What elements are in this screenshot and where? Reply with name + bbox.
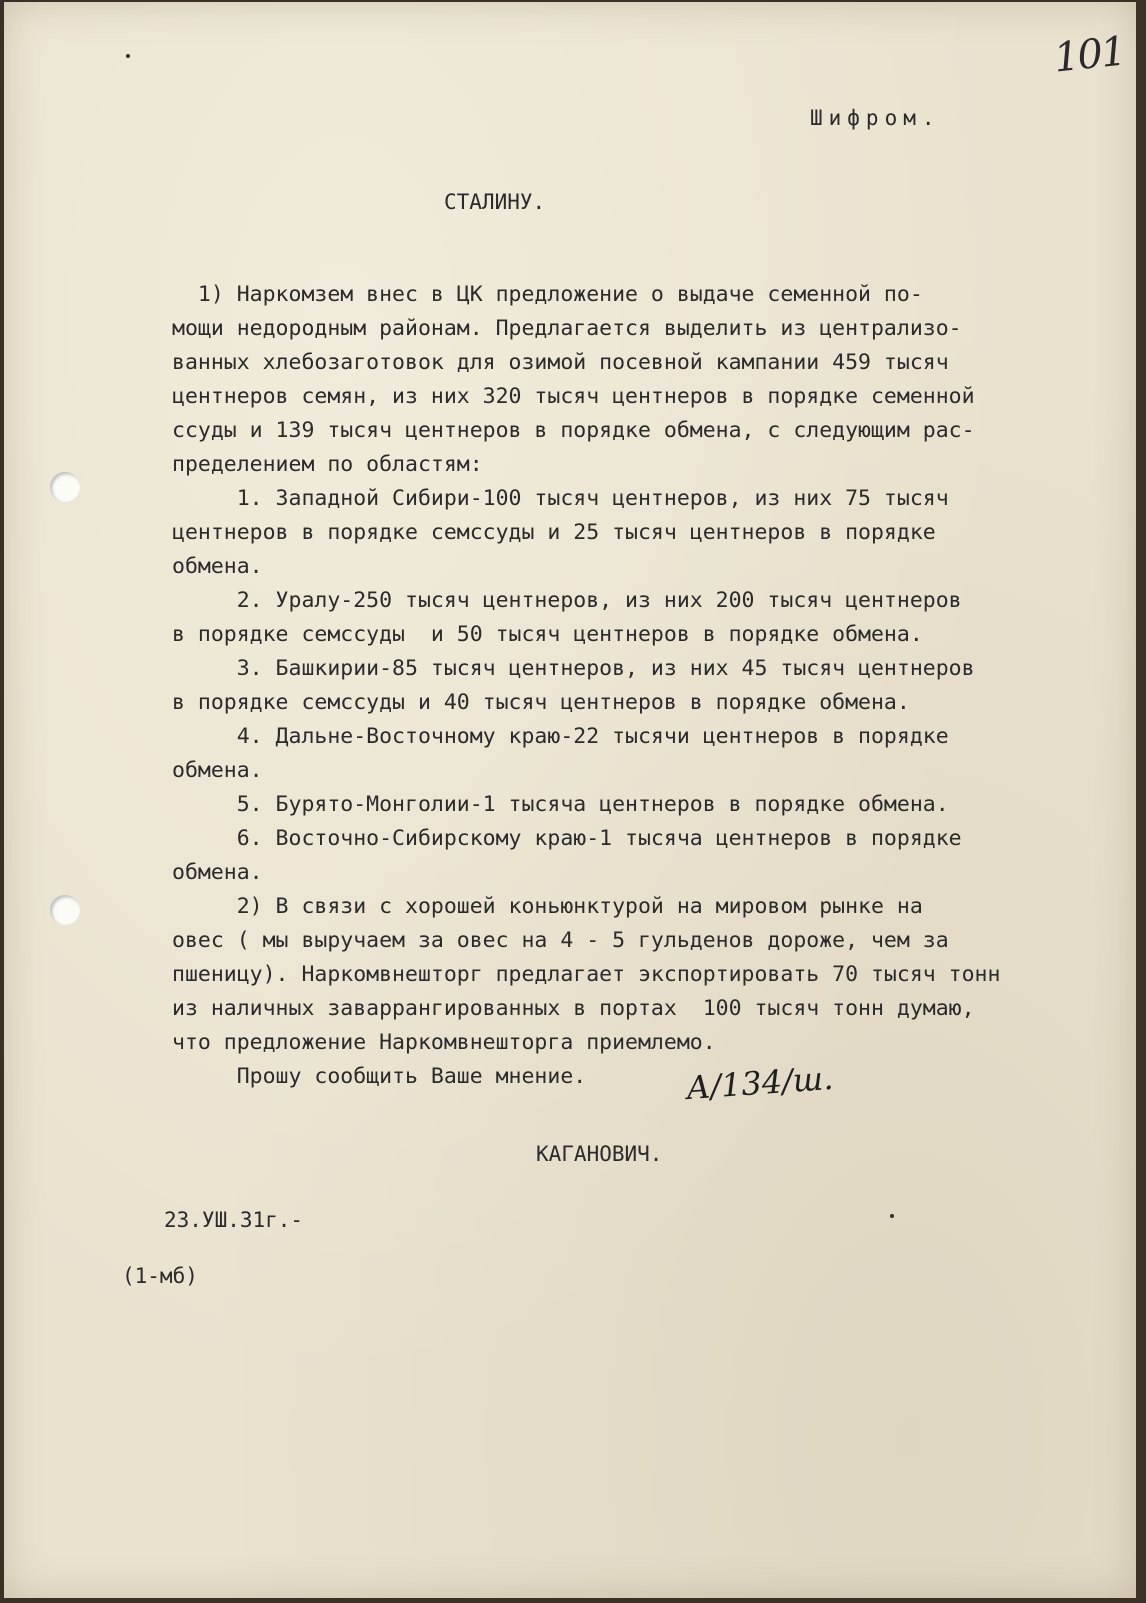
body-line: в порядке семссуды и 50 тысяч центнеров в порядке обмена. [172, 622, 923, 647]
reference-code: (1-мб) [122, 1264, 198, 1288]
body-line: центнеров семян, из них 320 тысяч центнеров в порядке семенной [172, 384, 975, 409]
body-line: пределением по областям: [172, 452, 483, 477]
body-line: что предложение Наркомвнешторга приемлемо. [172, 1030, 716, 1055]
body-line: 3. Башкирии-85 тысяч центнеров, из них 45 тысяч центнеров [172, 656, 975, 681]
body-line: овес ( мы выручаем за овес на 4 - 5 гульденов дороже, чем за [172, 928, 949, 953]
document-page [4, 2, 1136, 1598]
body-line: 5. Бурято-Монголии-1 тысяча центнеров в порядке обмена. [172, 792, 949, 817]
body-line: обмена. [172, 860, 263, 885]
punch-hole-bottom [50, 895, 80, 925]
body-line: 2) В связи с хорошей коньюнктурой на мировом рынке на [172, 894, 923, 919]
body-line: пшеницу). Наркомвнешторг предлагает экспортировать 70 тысяч тонн [172, 962, 1001, 987]
body-line: из наличных заваррангированных в портах 100 тысяч тонн думаю, [172, 996, 975, 1021]
body-line: 1) Наркомзем внес в ЦК предложение о выдаче семенной по- [172, 282, 923, 307]
body-line: обмена. [172, 758, 263, 783]
body-line: в порядке семссуды и 40 тысяч центнеров в порядке обмена. [172, 690, 910, 715]
body-line: центнеров в порядке семссуды и 25 тысяч центнеров в порядке [172, 520, 936, 545]
cipher-note: Шифром. [810, 106, 941, 130]
paper-speck [126, 54, 130, 58]
folio-number: 101 [1051, 28, 1127, 82]
paper-speck [890, 1214, 894, 1218]
body-line: Прошу сообщить Ваше мнение. [172, 1064, 587, 1089]
addressee: СТАЛИНУ. [444, 190, 546, 214]
handwritten-registration-mark: А/134/ш. [684, 1058, 835, 1108]
signature: КАГАНОВИЧ. [536, 1142, 663, 1166]
body-line: 2. Уралу-250 тысяч центнеров, из них 200 тысяч центнеров [172, 588, 962, 613]
document-date: 23.УШ.31г.- [164, 1208, 304, 1232]
body-line: ванных хлебозаготовок для озимой посевной кампании 459 тысяч [172, 350, 949, 375]
body-line: 4. Дальне-Восточному краю-22 тысячи центнеров в порядке [172, 724, 949, 749]
body-line: обмена. [172, 554, 263, 579]
body-line: 1. Западной Сибири-100 тысяч центнеров, из них 75 тысяч [172, 486, 949, 511]
body-line: мощи недородным районам. Предлагается выделить из централизо- [172, 316, 962, 341]
body-line: 6. Восточно-Сибирскому краю-1 тысяча центнеров в порядке [172, 826, 962, 851]
punch-hole-top [50, 472, 80, 502]
body-line: ссуды и 139 тысяч центнеров в порядке обмена, с следующим рас- [172, 418, 975, 443]
